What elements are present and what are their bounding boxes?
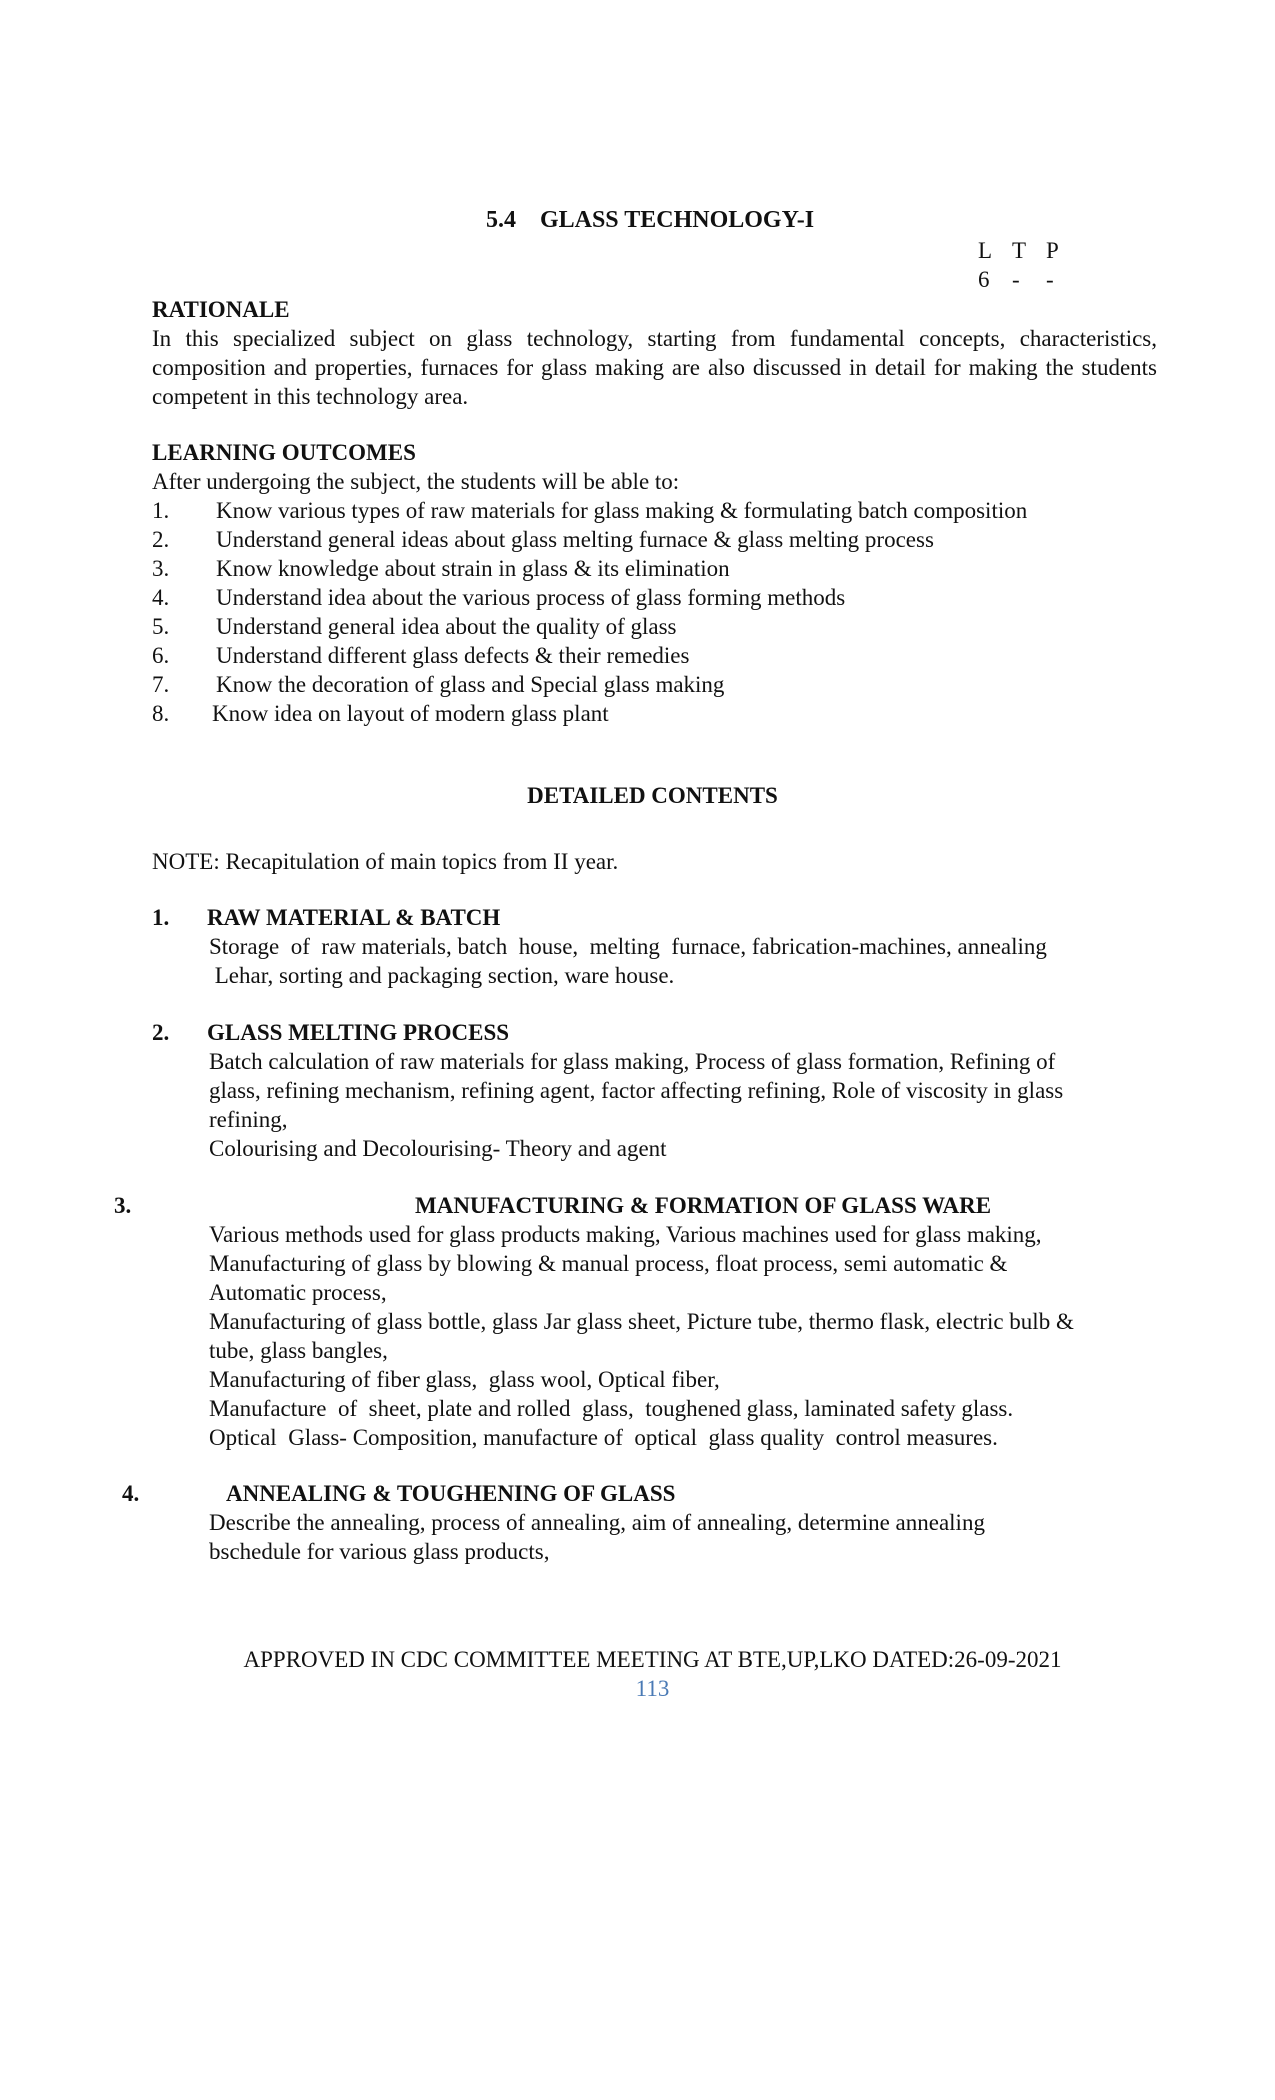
detailed-contents-heading: DETAILED CONTENTS (527, 783, 778, 808)
list-item-text: Know the decoration of glass and Special glass making (216, 672, 725, 697)
list-item (152, 496, 1152, 525)
section-line: Automatic process, (209, 1280, 387, 1305)
list-item (152, 612, 1152, 641)
rationale-heading: RATIONALE (152, 297, 290, 322)
learning-outcomes-intro: After undergoing the subject, the students will be able to: (152, 469, 680, 494)
list-item-text: Understand idea about the various process of glass forming methods (216, 585, 846, 610)
ltp-value-t: - (1012, 267, 1020, 292)
ltp-value-p: - (1046, 267, 1054, 292)
section-1-body (209, 932, 1047, 990)
page-number: 113 (635, 1676, 670, 1701)
note-text: NOTE: Recapitulation of main topics from II year. (152, 849, 619, 874)
section-3-body (209, 1220, 1074, 1452)
list-item-text: Understand different glass defects & their remedies (216, 643, 690, 668)
ltp-header-p: P (1046, 238, 1059, 263)
section-line: Colourising and Decolourising- Theory and agent (209, 1136, 667, 1161)
list-item (152, 670, 1152, 699)
list-item (152, 641, 1152, 670)
section-3-heading: MANUFACTURING & FORMATION OF GLASS WARE (415, 1193, 992, 1218)
list-item-text: Know idea on layout of modern glass plant (212, 701, 609, 726)
section-4-number: 4. (122, 1481, 140, 1506)
section-1-heading: RAW MATERIAL & BATCH (207, 905, 501, 930)
list-item (152, 583, 1152, 612)
section-line: tube, glass bangles, (209, 1338, 388, 1363)
section-line: Manufacturing of glass by blowing & manual process, float process, semi automatic & (209, 1251, 1008, 1276)
list-item-number: 8. (152, 701, 170, 726)
ltp-header-l: L (978, 238, 993, 263)
ltp-header (978, 236, 1080, 265)
list-item-number: 2. (152, 527, 170, 552)
section-line: Manufacture of sheet, plate and rolled glass, toughened glass, laminated safety glass. (209, 1396, 1014, 1421)
ltp-header-t: T (1012, 238, 1027, 263)
section-2-number: 2. (152, 1020, 170, 1045)
section-line: Describe the annealing, process of annealing, aim of annealing, determine annealing (209, 1510, 985, 1535)
list-item-number: 1. (152, 498, 170, 523)
section-line: refining, (209, 1107, 288, 1132)
section-line: Storage of raw materials, batch house, melting furnace, fabrication-machines, annealing (209, 934, 1047, 959)
list-item-number: 3. (152, 556, 170, 581)
page-title: 5.4 GLASS TECHNOLOGY-I (485, 207, 815, 233)
list-item-number: 4. (152, 585, 170, 610)
section-2-heading: GLASS MELTING PROCESS (207, 1020, 510, 1045)
list-item-text: Know knowledge about strain in glass & its elimination (216, 556, 730, 581)
section-line: Optical Glass- Composition, manufacture of optical glass quality control measures. (209, 1425, 998, 1450)
section-line: Lehar, sorting and packaging section, ware house. (209, 963, 675, 988)
section-line: Manufacturing of fiber glass, glass wool, Optical fiber, (209, 1367, 720, 1392)
list-item-number: 5. (152, 614, 170, 639)
list-item-text: Know various types of raw materials for glass making & formulating batch composition (216, 498, 1028, 523)
list-item-number: 7. (152, 672, 170, 697)
list-item-text: Understand general ideas about glass melting furnace & glass melting process (216, 527, 934, 552)
list-item (152, 525, 1152, 554)
section-4-body (209, 1508, 985, 1566)
section-4-heading: ANNEALING & TOUGHENING OF GLASS (226, 1481, 676, 1506)
rationale-text: In this specialized subject on glass technology, starting from fundamental concepts, characteristics, composition and properties, furnaces for glass making are also discussed in detail for making the students competent in this technology area. (152, 326, 1157, 409)
section-line: Various methods used for glass products making, Various machines used for glass making, (209, 1222, 1042, 1247)
ltp-values (978, 265, 1080, 294)
ltp-value-l: 6 (978, 267, 990, 292)
section-line: glass, refining mechanism, refining agent, factor affecting refining, Role of viscosity in glass (209, 1078, 1064, 1103)
learning-outcomes-list (152, 496, 1152, 728)
list-item (152, 554, 1152, 583)
list-item-number: 6. (152, 643, 170, 668)
section-line: Batch calculation of raw materials for glass making, Process of glass formation, Refining of (209, 1049, 1056, 1074)
list-item-text: Understand general idea about the quality of glass (216, 614, 677, 639)
section-line: Manufacturing of glass bottle, glass Jar glass sheet, Picture tube, thermo flask, electric bulb & (209, 1309, 1074, 1334)
section-1-number: 1. (152, 905, 170, 930)
section-line: bschedule for various glass products, (209, 1539, 550, 1564)
approval-footer: APPROVED IN CDC COMMITTEE MEETING AT BTE,UP,LKO DATED:26-09-2021 (243, 1647, 1062, 1672)
learning-outcomes-heading: LEARNING OUTCOMES (152, 440, 416, 465)
section-2-body (209, 1047, 1063, 1163)
section-3-number: 3. (114, 1193, 132, 1218)
list-item (152, 699, 1152, 728)
